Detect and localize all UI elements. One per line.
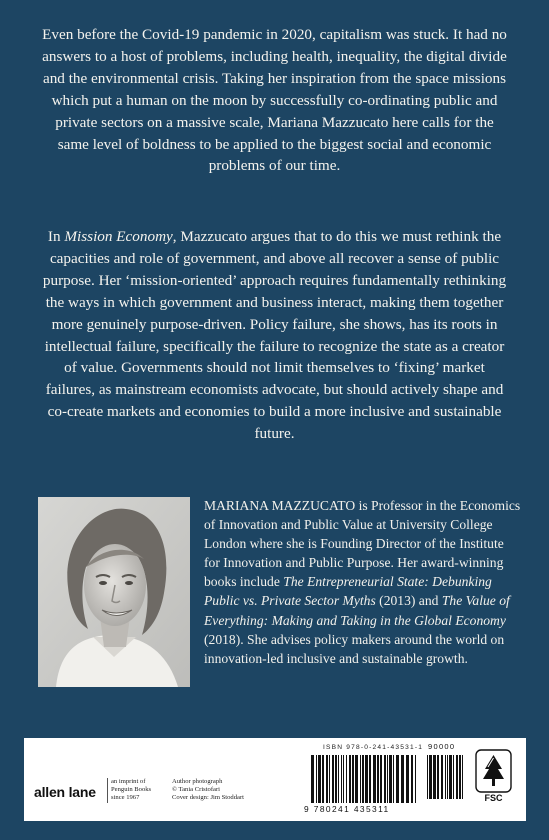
credit-line: Author photograph <box>172 778 223 785</box>
isbn-label: ISBN 978-0-241-43531-1 <box>323 744 424 751</box>
barcode-bar <box>387 755 388 803</box>
barcode-bar <box>411 755 413 803</box>
barcode-bar <box>459 755 461 799</box>
barcode-bar <box>335 755 337 803</box>
barcode-bar <box>447 755 448 799</box>
barcode-bar <box>362 755 364 803</box>
imprint-line: an imprint of <box>111 778 146 785</box>
barcode-bar <box>316 755 317 803</box>
barcode-bar <box>462 755 463 799</box>
barcode-bar <box>437 755 439 799</box>
barcode-bar <box>332 755 334 803</box>
barcode-bar <box>369 755 371 803</box>
credit-line: Cover design: Jim Stoddart <box>172 794 244 802</box>
barcode-bar <box>380 755 382 803</box>
barcode-bar <box>373 755 376 803</box>
barcode-bar <box>377 755 379 803</box>
barcode-bar <box>349 755 351 803</box>
blurb-paragraph-1 <box>38 24 511 177</box>
blurb-paragraph-2 <box>38 226 511 445</box>
price-code: 90000 <box>428 742 456 751</box>
barcode-bar <box>389 755 392 803</box>
book-title-value-of-everything: The Value of Everything: Making and Taking in the Global Economy <box>204 593 510 628</box>
barcode-bar <box>406 755 409 803</box>
barcode-bar <box>365 755 368 803</box>
barcode-panel <box>24 738 526 821</box>
blurb-paragraph-2-prefix: In <box>47 228 65 245</box>
barcode-bar <box>322 755 324 803</box>
price-barcode <box>427 755 465 803</box>
fsc-label: FSC <box>484 793 503 803</box>
barcode-bar <box>396 755 399 803</box>
blurb-paragraph-2-text: , Mazzucato argues that to do this we must rethink the capacities and role of government, and above all recover a sense of public purpose. Her ‘mission-oriented’ approach requires fundamentally rethinking the ways in which government and business interact, making them together more genuinely purpose-driven. Policy failure, she shows, has its roots in intellectual failure, specifically the failure to recognize the state as a creator of value. Governments should not limit themselves to ‘fixing’ market failures, as mainstream economists advocate, but should actively shape and co-create markets and economies to build a more inclusive and sustainable future. <box>42 228 507 443</box>
barcode-bar <box>393 755 394 803</box>
barcode-bar <box>326 755 328 803</box>
publisher-logo: allen lane <box>34 784 96 800</box>
barcode-bar <box>360 755 361 803</box>
isbn-barcode <box>311 755 419 803</box>
imprint-note <box>107 778 157 803</box>
barcode-bar <box>433 755 436 799</box>
barcode-bar <box>429 755 432 799</box>
blurb-paragraph-1-text: Even before the Covid-19 pandemic in 2020, capitalism was stuck. It had no answers to a host of problems, including health, inequality, the digital divide and the environmental crisis. Taking her inspiration from the space missions which put a human on the moon by successfully co-ordinating public and private sectors on a massive scale, Mariana Mazzucato here calls for the same level of boldness to be applied to the biggest social and economic problems of our time. <box>42 26 507 175</box>
barcode-bar <box>343 755 344 803</box>
barcode-bar <box>453 755 454 799</box>
barcode-bar <box>415 755 416 803</box>
credit-line: © Tania Cristofari <box>172 786 221 794</box>
imprint-line: Penguin Books <box>111 786 152 794</box>
book-title-entrepreneurial-state: The Entrepreneurial State: Debunking Public vs. Private Sector Myths <box>204 574 492 609</box>
barcode-bar <box>384 755 386 803</box>
barcode-bar <box>346 755 347 803</box>
author-bio-text: (2018). She advises policy makers around the world on innovation-led inclusive and sustainable growth. <box>204 631 505 666</box>
barcode-bar <box>401 755 404 803</box>
author-bio-text: (2013) and <box>375 593 442 609</box>
barcode-bar <box>355 755 358 803</box>
book-title-mission-economy: Mission Economy <box>64 228 173 245</box>
barcode-bar <box>341 755 342 803</box>
barcode-bar <box>449 755 452 799</box>
barcode-bar <box>311 755 314 803</box>
barcode-bar <box>352 755 354 803</box>
barcode-digits: 9 780241 435311 <box>304 804 390 814</box>
barcode-bar <box>445 755 446 799</box>
author-photo <box>38 497 190 687</box>
barcode-bar <box>338 755 339 803</box>
barcode-bar <box>441 755 443 799</box>
barcode-bar <box>318 755 321 803</box>
barcode-bar <box>456 755 458 799</box>
author-bio <box>204 496 522 668</box>
cover-credits <box>172 778 264 803</box>
author-bio-text: MARIANA MAZZUCATO is Professor in the Economics of Innovation and Public Value at University College London where she is Founding Director of the Institute for Innovation and Public Purpose. Her award-winning books include <box>204 498 521 590</box>
imprint-line: since 1967 <box>111 794 140 802</box>
barcode-bar <box>329 755 330 803</box>
fsc-tree-icon <box>475 749 512 793</box>
barcode-bar <box>427 755 428 799</box>
fsc-mark <box>475 749 512 811</box>
